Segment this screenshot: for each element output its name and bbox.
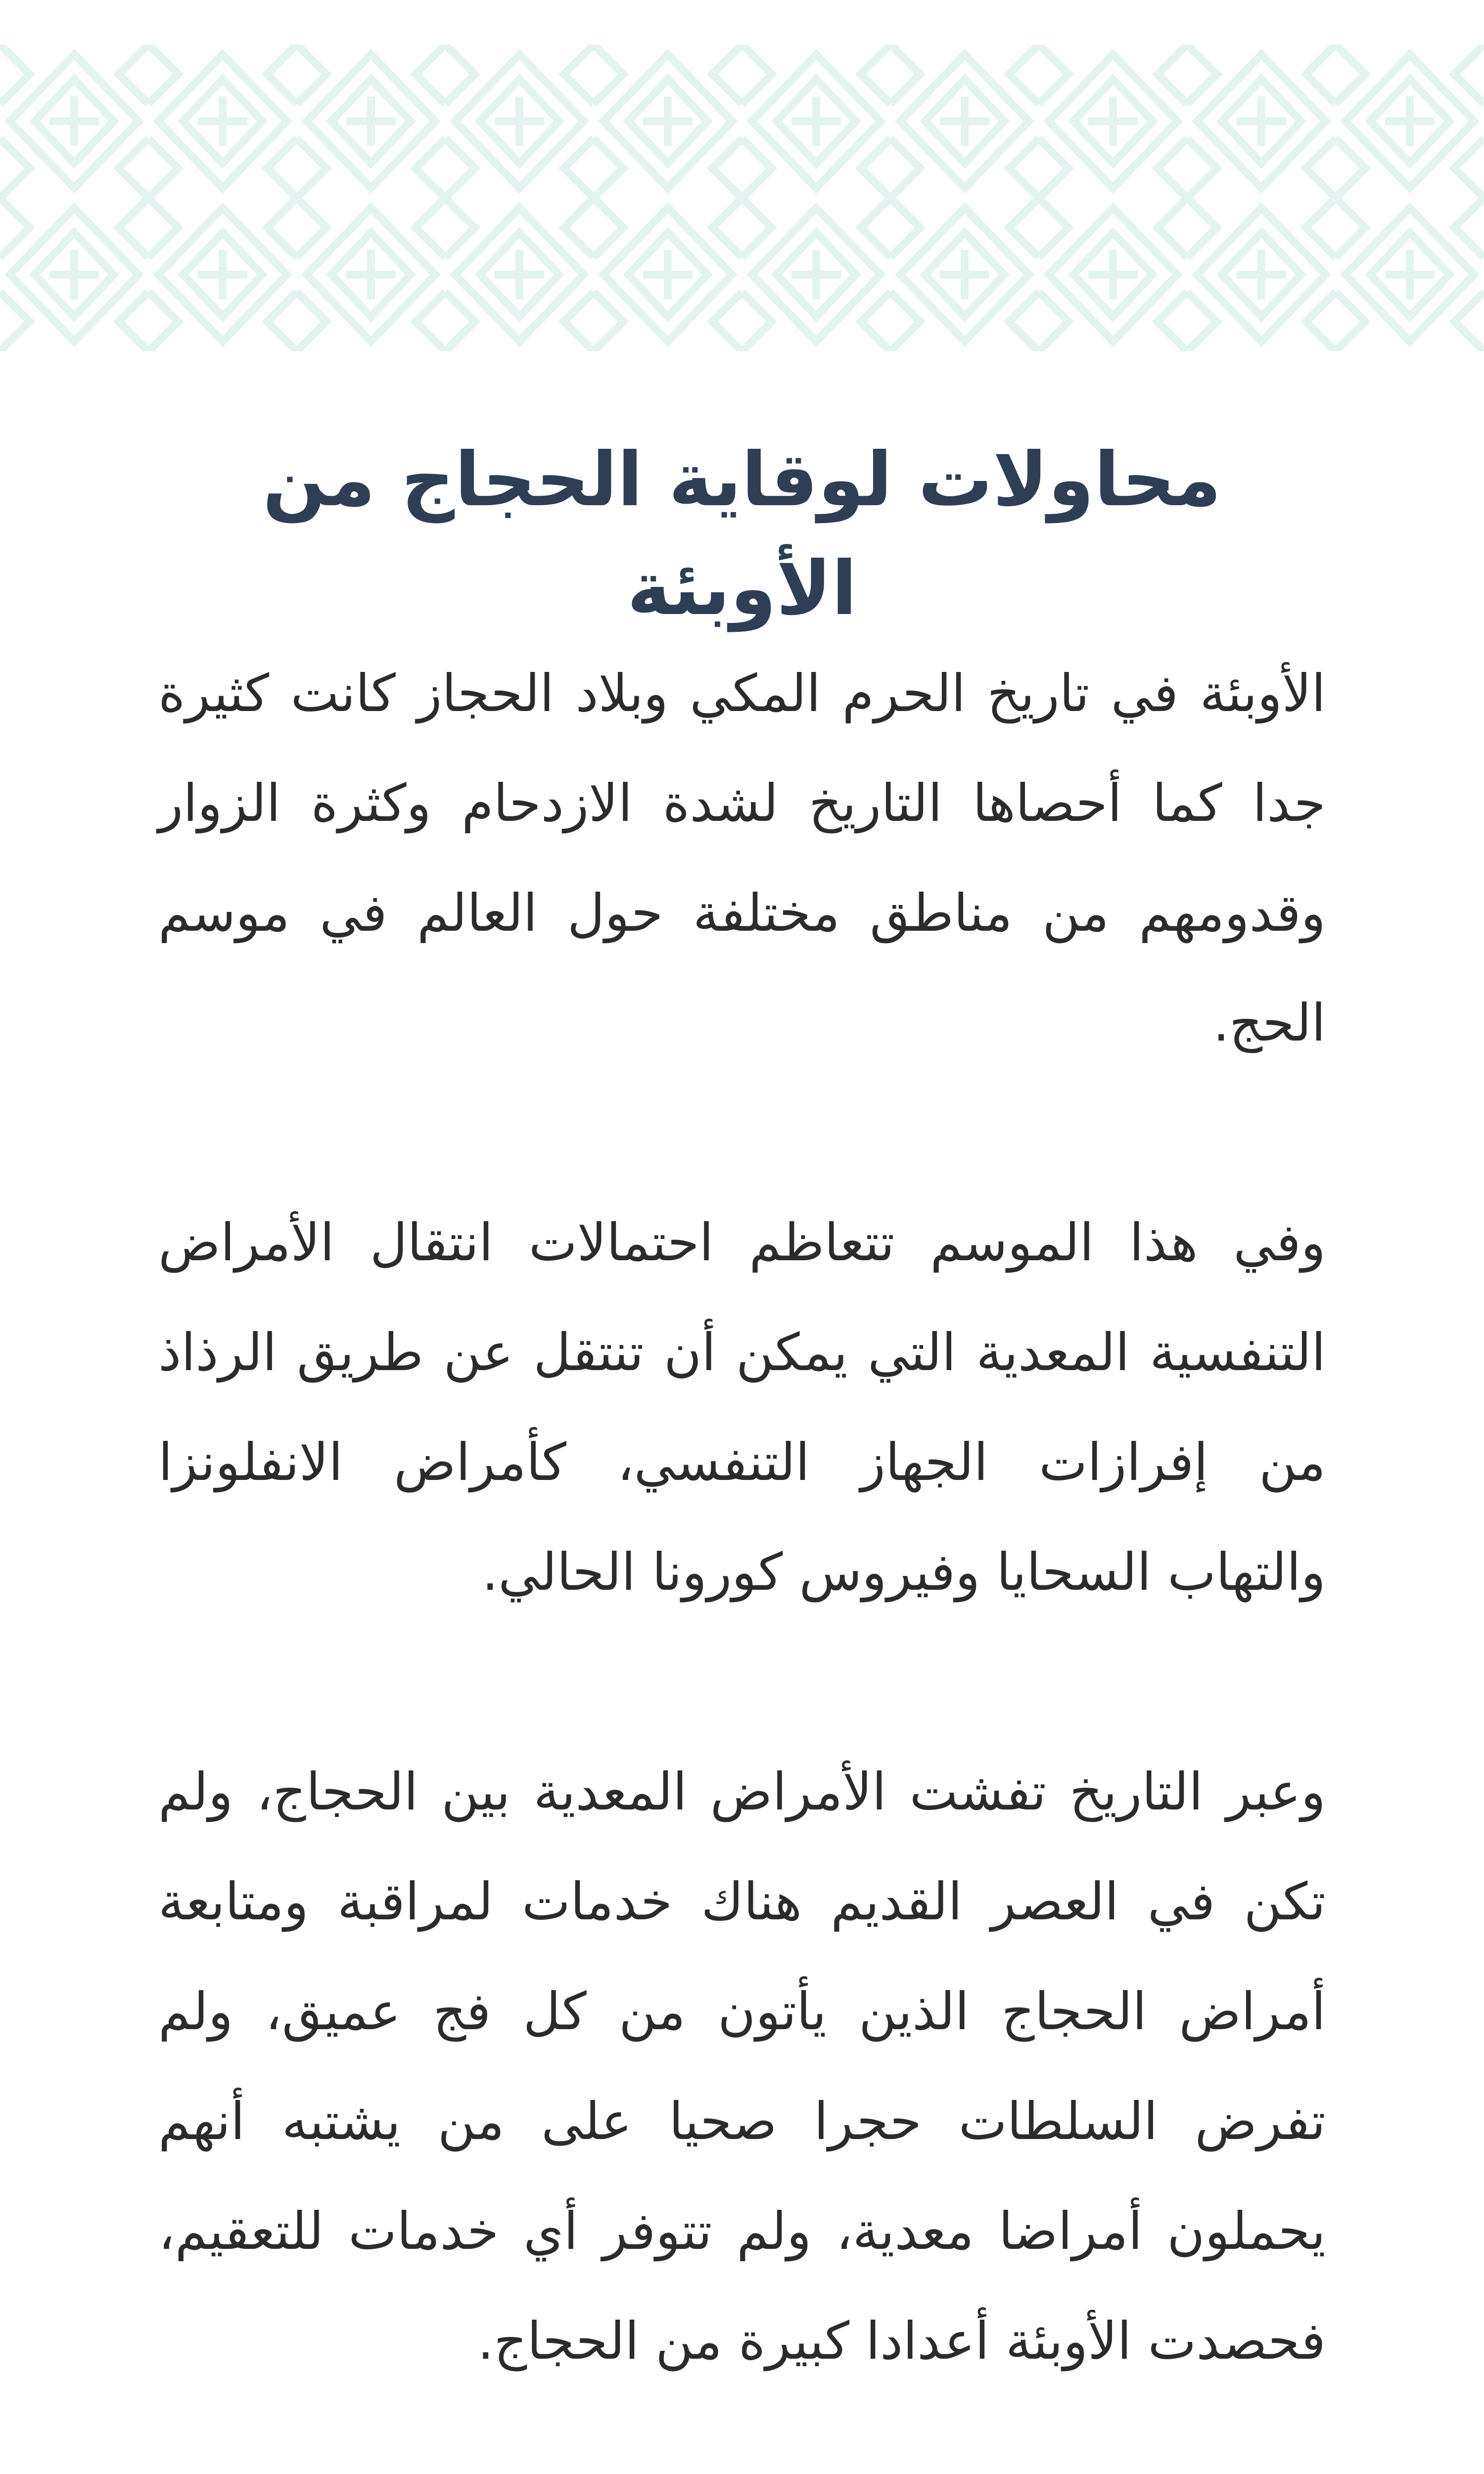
article-paragraph-1: الأوبئة في تاريخ الحرم المكي وبلاد الحجاز كانت كثيرة جدا كما أحصاها التاريخ لشدة الازدحام وكثرة الزوار وقدومهم من مناطق مختلفة حول العالم في موسم الحج. [158,663,1326,1053]
article-paragraph-3: وعبر التاريخ تفشت الأمراض المعدية بين الحجاج، ولم تكن في العصر القديم هناك خدمات لمراقبة ومتابعة أمراض الحجاج الذين يأتون من كل فج عميق، ولم تفرض السلطات حجرا صحيا على من يشتبه أنهم يحملون أمراضا معدية، ولم تتوفر أي خدمات للتعقيم، فحصدت الأوبئة أعدادا كبيرة من الحجاج. [158,1761,1326,2371]
article-title: محاولات لوقاية الحجاج من الأوبئة [262,437,1222,632]
arabesque-pattern-icon [0,45,1484,351]
article-body [158,638,1326,2474]
top-pattern-decoration [0,45,1484,351]
article-paragraph-2: وفي هذا الموسم تتعاظم احتمالات انتقال الأمراض التنفسية المعدية التي يمكن أن تنتقل عن طريق الرذاذ من إفرازات الجهاز التنفسي، كأمراض الانفلونزا والتهاب السحايا وفيروس كورونا الحالي. [158,1212,1326,1602]
